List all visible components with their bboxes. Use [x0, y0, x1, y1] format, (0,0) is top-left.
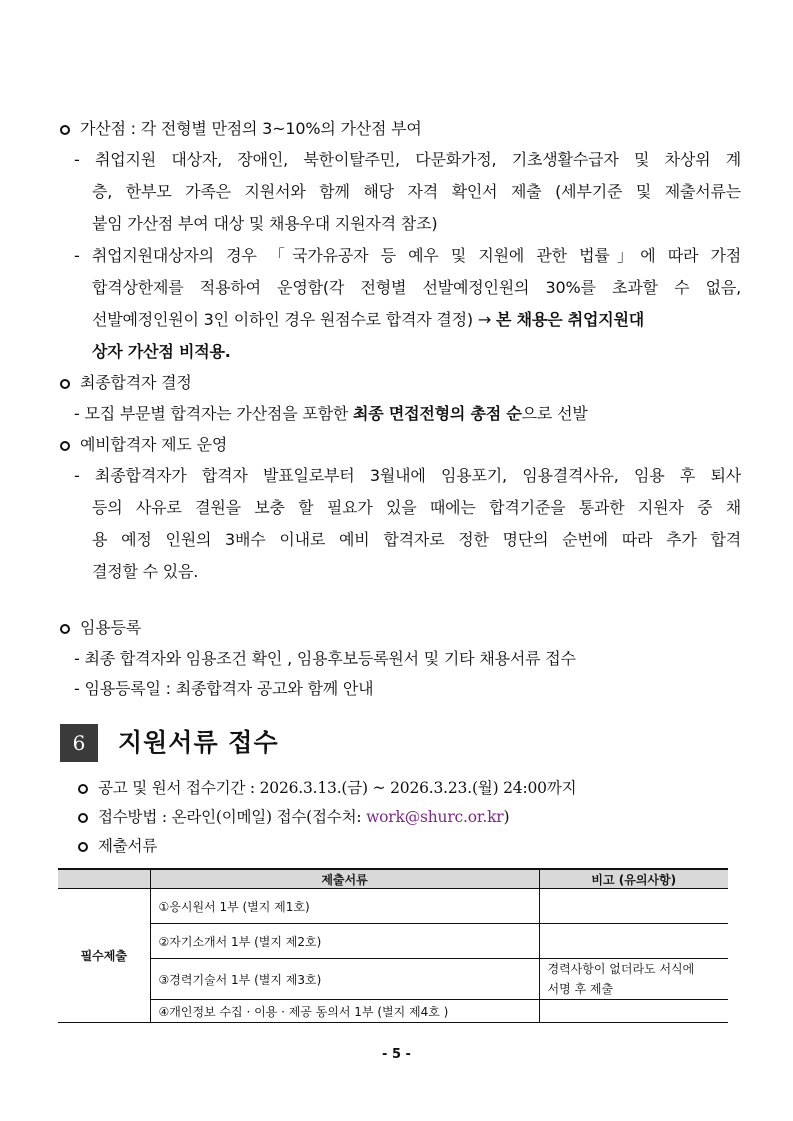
- doc-cell: ④개인정보 수집 · 이용 · 제공 동의서 1부 (별지 제4호 ): [150, 1000, 539, 1023]
- bonus-item1-line2: 층, 한부모 가족은 지원서와 함께 해당 자격 확인서 제출 (세부기준 및 제출서류는: [92, 182, 741, 201]
- section-title: 지원서류 접수: [118, 728, 279, 757]
- note-cell: [539, 1000, 728, 1023]
- category-cell: 필수제출: [58, 889, 150, 1023]
- doc-cell: ①응시원서 1부 (별지 제1호): [150, 889, 539, 924]
- note-cell: [539, 889, 728, 924]
- circle-bullet-icon: [60, 624, 70, 634]
- reserve-line3: 용 예정 인원의 3배수 이내로 예비 합격자로 정한 명단의 순번에 따라 추가 합격: [92, 530, 741, 549]
- registration-heading: 임용등록: [60, 617, 141, 639]
- reserve-line1: - 최종합격자가 합격자 발표일로부터 3월내에 임용포기, 임용결격사유, 임용 후 퇴사: [74, 466, 741, 485]
- table-header-cell: 비고 (유의사항): [539, 869, 728, 889]
- email-link[interactable]: work@shurc.or.kr: [366, 808, 504, 826]
- circle-bullet-icon: [60, 379, 70, 389]
- bonus-item1-line1: - 취업지원 대상자, 장애인, 북한이탈주민, 다문화가정, 기초생활수급자 및 차상위 계: [74, 150, 741, 169]
- bonus-item2-line2: 합격상한제를 적용하여 운영함(각 전형별 선발예정인원의 30%를 초과할 수 없음,: [92, 278, 741, 297]
- note-line: 경력사항이 없더라도 서식에: [547, 962, 695, 976]
- circle-bullet-icon: [60, 125, 70, 135]
- table-row: [58, 1000, 728, 1023]
- reserve-line2: 등의 사유로 결원을 보충 할 필요가 있을 때에는 합격기준을 통과한 지원자 중 채: [92, 498, 741, 517]
- note-cell: [539, 924, 728, 959]
- bonus-item2-line3: 선발예정인원이 3인 이하인 경우 원점수로 합격자 결정) → 본 채용은 취업지원대: [92, 310, 644, 329]
- bonus-item2-line4: 상자 가산점 비적용.: [92, 342, 231, 361]
- table-row: [58, 959, 728, 1000]
- doc-cell: ③경력기술서 1부 (별지 제3호): [150, 959, 539, 1000]
- table-row: [58, 889, 728, 924]
- circle-bullet-icon: [60, 441, 70, 451]
- page-number: - 5 -: [382, 1047, 411, 1062]
- docs-heading: 제출서류: [78, 835, 157, 857]
- documents-table: [58, 868, 728, 1023]
- table-header-row: [58, 869, 728, 889]
- reserve-heading: 예비합격자 제도 운영: [60, 434, 227, 456]
- note-line: 서명 후 제출: [547, 982, 614, 996]
- registration-item1: - 최종 합격자와 임용조건 확인 , 임용후보등록원서 및 기타 채용서류 접수: [74, 649, 576, 668]
- bonus-heading: 가산점 : 각 전형별 만점의 3~10%의 가산점 부여: [60, 118, 422, 140]
- table-row: [58, 924, 728, 959]
- final-heading: 최종합격자 결정: [60, 372, 192, 394]
- circle-bullet-icon: [78, 784, 88, 794]
- table-header-cell: 제출서류: [150, 869, 539, 889]
- circle-bullet-icon: [78, 813, 88, 823]
- section-number-badge: 6: [60, 724, 98, 762]
- bonus-item2-line1: - 취업지원대상자의 경우 「국가유공자 등 예우 및 지원에 관한 법률」에 따라 가점: [74, 246, 741, 265]
- bonus-item1-line3: 붙임 가산점 부여 대상 및 채용우대 지원자격 참조): [92, 214, 438, 233]
- final-item: - 모집 부문별 합격자는 가산점을 포함한 최종 면접전형의 총점 순으로 선발: [74, 404, 588, 423]
- circle-bullet-icon: [78, 842, 88, 852]
- registration-item2: - 임용등록일 : 최종합격자 공고와 함께 안내: [74, 679, 374, 698]
- reserve-line4: 결정할 수 있음.: [92, 562, 199, 581]
- method-line: 접수방법 : 온라인(이메일) 접수(접수처: work@shurc.or.kr): [78, 806, 509, 828]
- doc-cell: ②자기소개서 1부 (별지 제2호): [150, 924, 539, 959]
- table-header-cell: [58, 869, 150, 889]
- period-line: 공고 및 원서 접수기간 : 2026.3.13.(금) ~ 2026.3.23.(월) 24:00까지: [78, 777, 576, 799]
- note-cell: [539, 959, 728, 1000]
